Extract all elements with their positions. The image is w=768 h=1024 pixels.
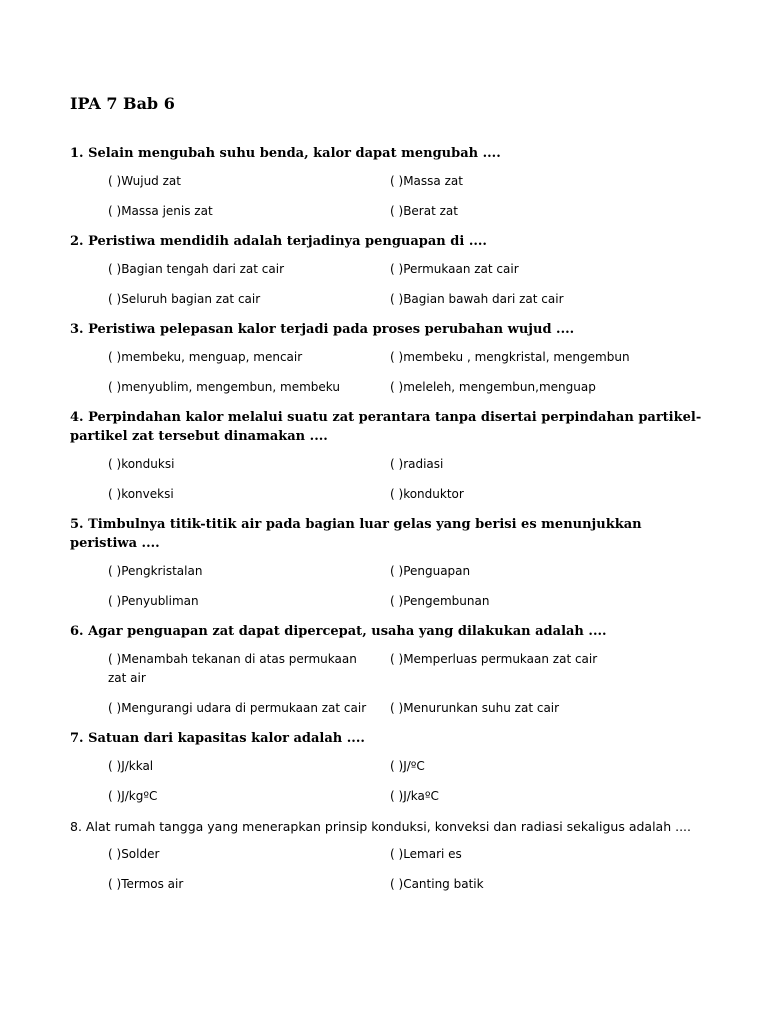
answer-option-label: Seluruh bagian zat cair [121, 292, 261, 306]
question-8 [70, 817, 710, 894]
answer-option-label: Penyubliman [121, 594, 199, 608]
answer-option[interactable] [390, 650, 690, 688]
answer-option-label: Pengembunan [403, 594, 490, 608]
answer-checkbox[interactable]: ( ) [108, 594, 122, 608]
question-number: 5. [70, 517, 84, 532]
document-page [70, 93, 710, 905]
answer-checkbox[interactable]: ( ) [390, 789, 404, 803]
answer-option[interactable] [108, 485, 390, 504]
question-text [70, 144, 710, 163]
answer-option[interactable] [108, 455, 390, 474]
answer-checkbox[interactable]: ( ) [108, 350, 122, 364]
answer-option-label: konduktor [403, 487, 464, 501]
answer-option-label: konveksi [121, 487, 174, 501]
answer-checkbox[interactable]: ( ) [390, 487, 404, 501]
answer-option[interactable] [390, 290, 690, 309]
answer-checkbox[interactable]: ( ) [108, 457, 122, 471]
answer-option[interactable] [108, 592, 390, 611]
answer-option-label: radiasi [403, 457, 444, 471]
answer-option[interactable] [108, 348, 390, 367]
answer-checkbox[interactable]: ( ) [108, 292, 122, 306]
question-5 [70, 515, 710, 611]
answer-option[interactable] [390, 202, 690, 221]
question-number: 1. [70, 146, 84, 161]
answer-checkbox[interactable]: ( ) [390, 350, 404, 364]
answer-options [108, 260, 710, 309]
answer-option-label: J/kgºC [121, 789, 158, 803]
answer-options [108, 650, 710, 718]
answer-checkbox[interactable]: ( ) [390, 877, 404, 891]
question-body: Perpindahan kalor melalui suatu zat perantara tanpa disertai perpindahan partikel-partikel zat tersebut dinamakan .... [70, 410, 702, 444]
answer-option-label: Berat zat [403, 204, 458, 218]
answer-option-label: Memperluas permukaan zat cair [403, 652, 598, 666]
answer-option-label: Bagian tengah dari zat cair [121, 262, 285, 276]
question-body: Peristiwa mendidih adalah terjadinya penguapan di .... [88, 234, 487, 249]
answer-option[interactable] [108, 650, 378, 688]
question-body: Agar penguapan zat dapat dipercepat, usaha yang dilakukan adalah .... [88, 624, 607, 639]
question-number: 4. [70, 410, 84, 425]
answer-option-label: Wujud zat [121, 174, 181, 188]
question-body: Satuan dari kapasitas kalor adalah .... [88, 731, 365, 746]
answer-option[interactable] [390, 699, 690, 718]
question-4 [70, 408, 710, 504]
answer-checkbox[interactable]: ( ) [108, 174, 122, 188]
answer-option-label: Pengkristalan [121, 564, 203, 578]
answer-option[interactable] [108, 875, 390, 894]
question-number: 3. [70, 322, 84, 337]
answer-option[interactable] [390, 260, 690, 279]
question-number: 6. [70, 624, 84, 639]
answer-options [108, 757, 710, 806]
answer-options [108, 455, 710, 504]
answer-option-label: Massa zat [403, 174, 463, 188]
answer-checkbox[interactable]: ( ) [390, 652, 404, 666]
question-3 [70, 320, 710, 397]
answer-option-label: Termos air [121, 877, 184, 891]
answer-options [108, 845, 710, 894]
question-body: Timbulnya titik-titik air pada bagian luar gelas yang berisi es menunjukkan peristiwa .... [70, 517, 642, 551]
question-6 [70, 622, 710, 718]
answer-option[interactable] [108, 290, 390, 309]
answer-option-label: Permukaan zat cair [403, 262, 519, 276]
answer-checkbox[interactable]: ( ) [108, 487, 122, 501]
answer-option[interactable] [108, 202, 390, 221]
answer-checkbox[interactable]: ( ) [390, 380, 404, 394]
question-list [70, 144, 710, 894]
answer-checkbox[interactable]: ( ) [108, 759, 122, 773]
answer-option[interactable] [390, 845, 690, 864]
answer-option[interactable] [108, 562, 390, 581]
question-7 [70, 729, 710, 806]
answer-option-label: konduksi [121, 457, 175, 471]
question-text [70, 232, 710, 251]
answer-checkbox[interactable]: ( ) [390, 174, 404, 188]
answer-option-label: Solder [121, 847, 160, 861]
answer-option[interactable] [390, 485, 690, 504]
answer-option[interactable] [108, 757, 390, 776]
answer-options [108, 348, 710, 397]
answer-option-label: menyublim, mengembun, membeku [121, 380, 340, 394]
answer-option-label: meleleh, mengembun,menguap [403, 380, 596, 394]
answer-option[interactable] [390, 757, 690, 776]
answer-option-label: Lemari es [403, 847, 462, 861]
answer-checkbox[interactable]: ( ) [108, 380, 122, 394]
answer-options [108, 172, 710, 221]
answer-option[interactable] [108, 787, 390, 806]
answer-checkbox[interactable]: ( ) [108, 262, 122, 276]
answer-checkbox[interactable]: ( ) [108, 204, 122, 218]
answer-option[interactable] [390, 348, 690, 367]
answer-checkbox[interactable]: ( ) [390, 457, 404, 471]
answer-option-label: Mengurangi udara di permukaan zat cair [121, 701, 367, 715]
question-body: Selain mengubah suhu benda, kalor dapat mengubah .... [88, 146, 501, 161]
answer-option[interactable] [108, 172, 390, 191]
answer-option-label: Bagian bawah dari zat cair [403, 292, 564, 306]
answer-options [108, 562, 710, 611]
question-number: 8. [70, 819, 82, 834]
document-title: IPA 7 Bab 6 [70, 94, 175, 113]
answer-checkbox[interactable]: ( ) [390, 594, 404, 608]
question-text [70, 817, 710, 836]
answer-option[interactable] [390, 378, 690, 397]
answer-option[interactable] [108, 845, 390, 864]
question-body: Alat rumah tangga yang menerapkan prinsip konduksi, konveksi dan radiasi sekaligus adalah .... [85, 819, 691, 834]
answer-option-label: Menambah tekanan di atas permukaan zat air [108, 652, 357, 685]
answer-option[interactable] [108, 260, 390, 279]
question-text [70, 622, 710, 641]
answer-option-label: membeku , mengkristal, mengembun [403, 350, 630, 364]
answer-checkbox[interactable]: ( ) [108, 877, 122, 891]
question-text [70, 729, 710, 748]
answer-option[interactable] [390, 787, 690, 806]
question-body: Peristiwa pelepasan kalor terjadi pada proses perubahan wujud .... [88, 322, 575, 337]
answer-option-label: Menurunkan suhu zat cair [403, 701, 560, 715]
answer-option[interactable] [390, 562, 690, 581]
question-number: 2. [70, 234, 84, 249]
answer-option[interactable] [108, 699, 390, 718]
answer-option[interactable] [390, 592, 690, 611]
answer-option[interactable] [108, 378, 390, 397]
question-text [70, 515, 710, 553]
answer-checkbox[interactable]: ( ) [108, 701, 122, 715]
answer-checkbox[interactable]: ( ) [108, 847, 122, 861]
question-text [70, 408, 710, 446]
answer-checkbox[interactable]: ( ) [390, 759, 404, 773]
answer-checkbox[interactable]: ( ) [108, 789, 122, 803]
question-1 [70, 144, 710, 221]
answer-option-label: Canting batik [403, 877, 484, 891]
answer-option-label: Penguapan [403, 564, 471, 578]
answer-checkbox[interactable]: ( ) [390, 564, 404, 578]
answer-option-label: membeku, menguap, mencair [121, 350, 303, 364]
answer-option[interactable] [390, 875, 690, 894]
answer-checkbox[interactable]: ( ) [108, 652, 122, 666]
question-number: 7. [70, 731, 84, 746]
question-text [70, 320, 710, 339]
answer-checkbox[interactable]: ( ) [390, 204, 404, 218]
answer-option-label: Massa jenis zat [121, 204, 213, 218]
answer-option-label: J/kaºC [403, 789, 439, 803]
answer-checkbox[interactable]: ( ) [390, 847, 404, 861]
answer-option[interactable] [390, 455, 690, 474]
answer-checkbox[interactable]: ( ) [390, 292, 404, 306]
answer-checkbox[interactable]: ( ) [390, 701, 404, 715]
answer-option-label: J/kkal [121, 759, 154, 773]
answer-option-label: J/ºC [403, 759, 425, 773]
answer-checkbox[interactable]: ( ) [390, 262, 404, 276]
answer-option[interactable] [390, 172, 690, 191]
question-2 [70, 232, 710, 309]
answer-checkbox[interactable]: ( ) [108, 564, 122, 578]
